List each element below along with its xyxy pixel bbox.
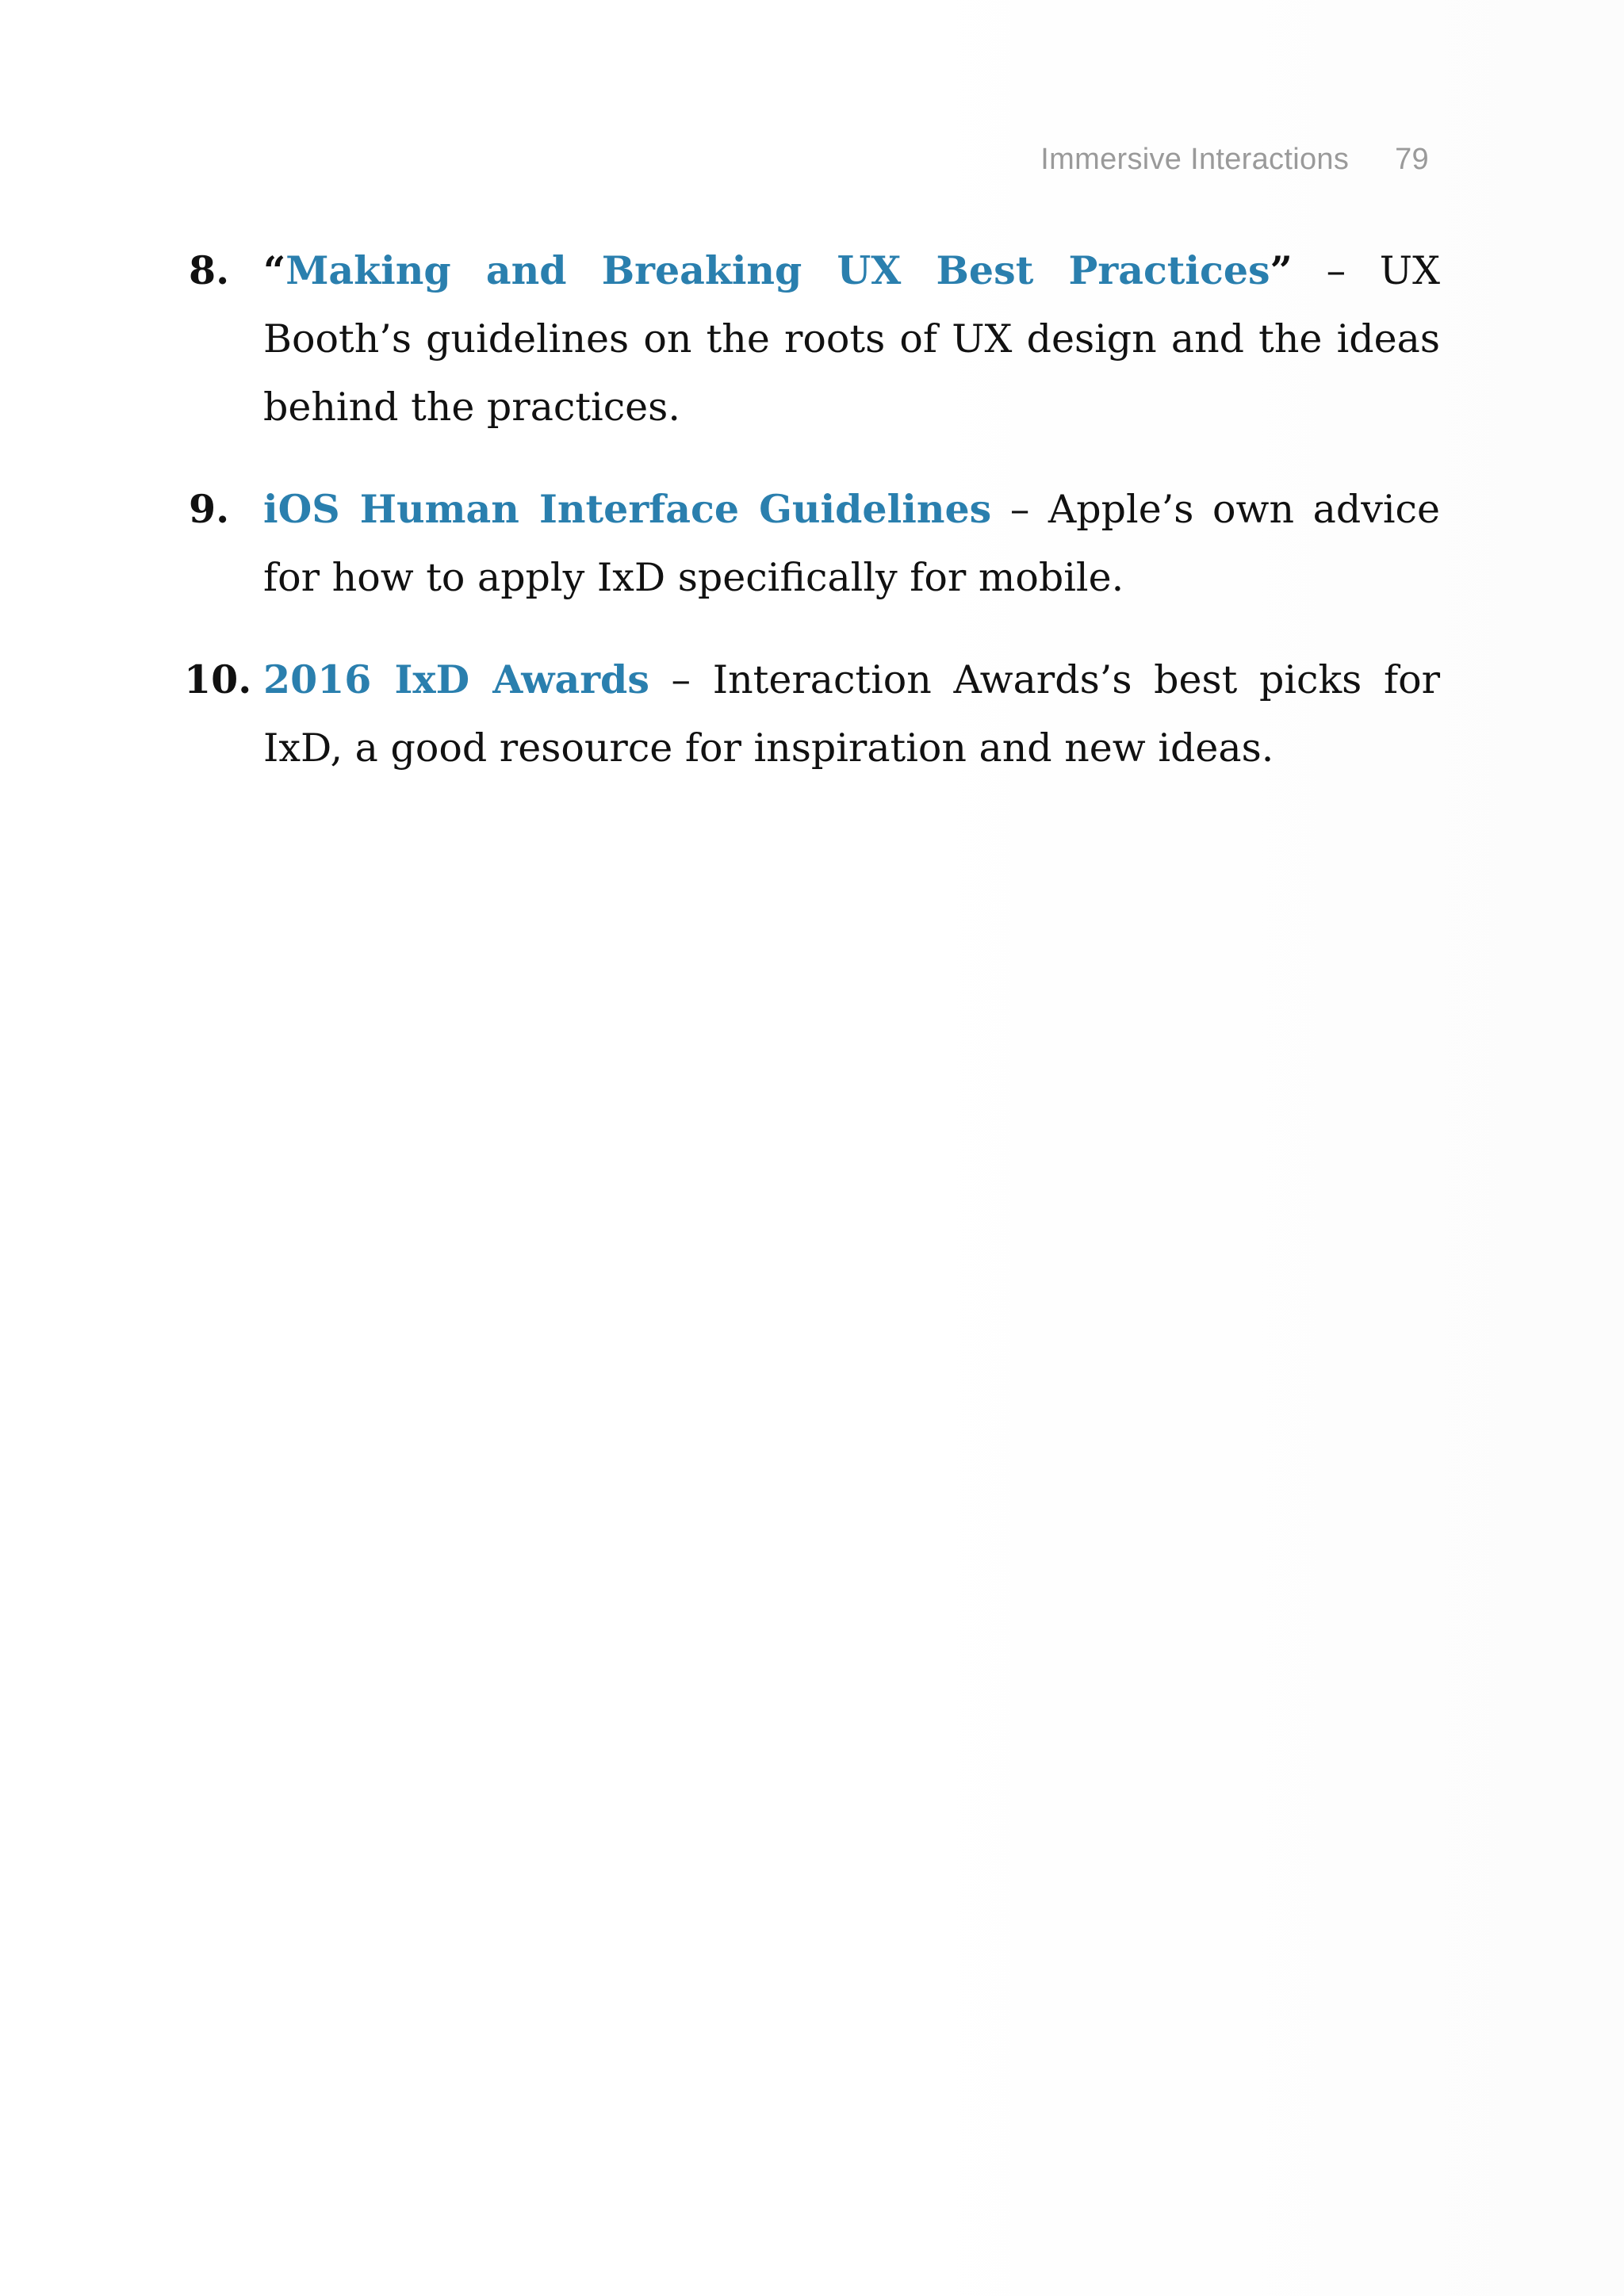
link-making-and-breaking-ux[interactable]: Making and Breaking UX Best Practices: [285, 247, 1270, 293]
link-ios-human-interface-guidelines[interactable]: iOS Human Interface Guidelines: [263, 486, 992, 532]
list-item: [189, 475, 1440, 612]
running-header: [1040, 143, 1429, 177]
link-2016-ixd-awards[interactable]: 2016 IxD Awards: [263, 656, 649, 702]
close-quote: ”: [1270, 247, 1293, 293]
reference-list: [184, 236, 1440, 816]
item-number: 8.: [189, 247, 230, 293]
item-number: 10.: [184, 656, 252, 702]
list-item: [189, 236, 1440, 442]
item-description: – Apple’s own advice for how to apply IxD specifically for mobile.: [263, 487, 1440, 600]
item-description: – UX Booth’s guidelines on the roots of UX design and the ideas behind the practices.: [263, 248, 1440, 430]
item-description: – Interaction Awards’s best picks for IxD, a good resource for inspiration and new ideas.: [263, 657, 1440, 771]
running-title: Immersive Interactions: [1040, 143, 1350, 176]
page-number: 79: [1395, 143, 1429, 176]
list-item: [184, 645, 1440, 783]
open-quote: “: [263, 247, 286, 293]
item-number: 9.: [189, 486, 230, 532]
